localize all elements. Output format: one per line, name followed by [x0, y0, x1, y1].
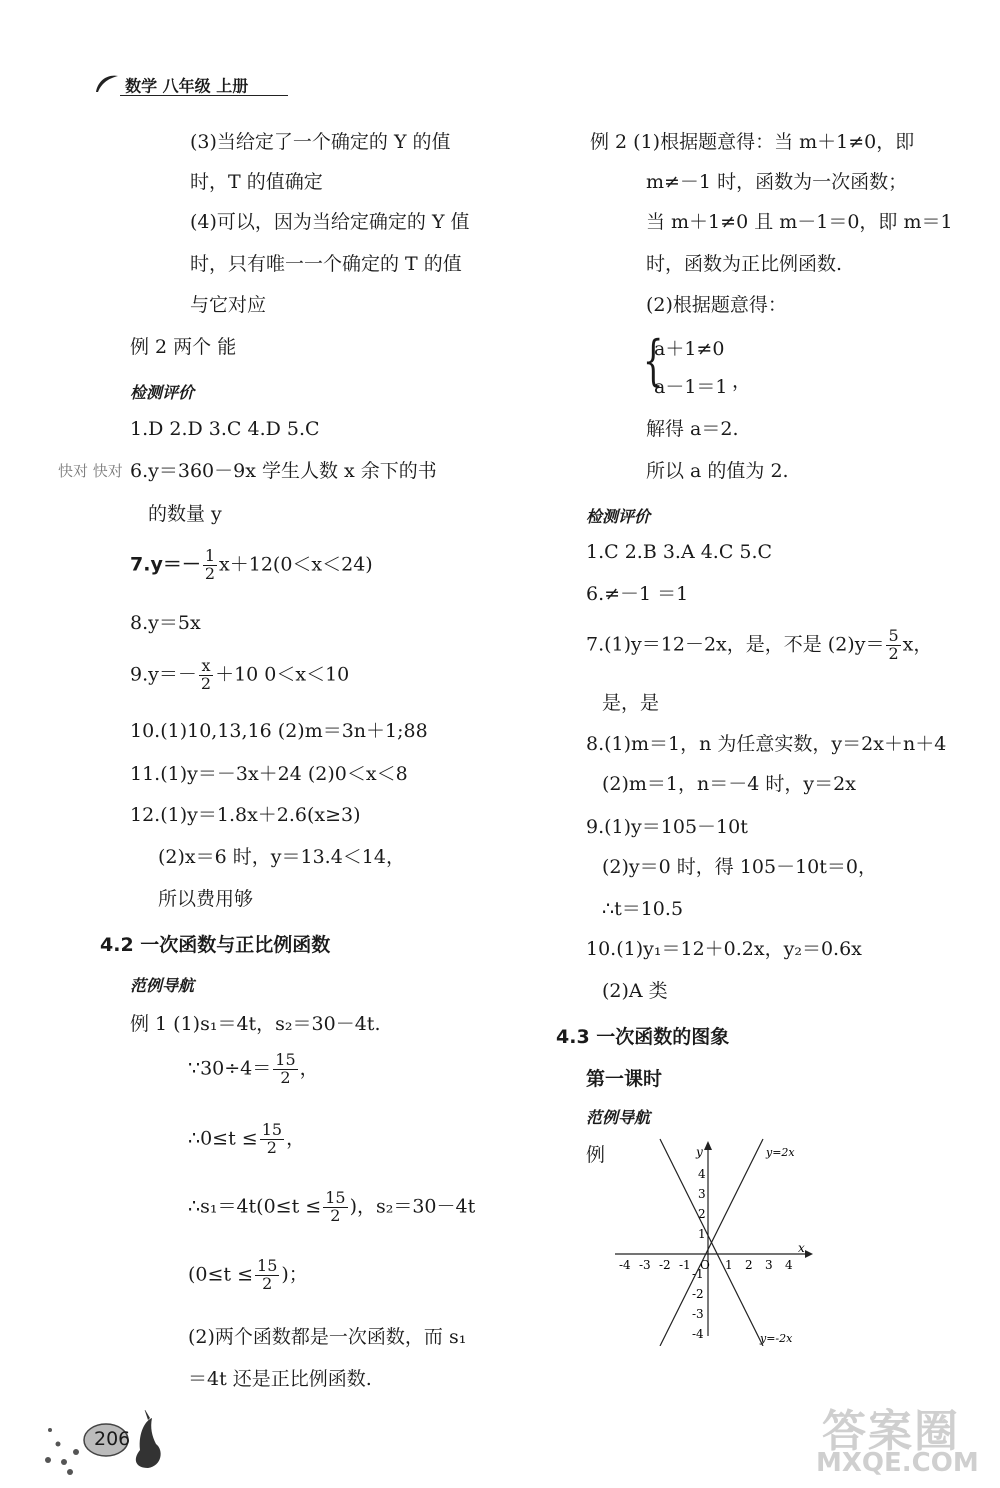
x-axis-arrow-icon [805, 1250, 813, 1258]
line: m≠－1 时，函数为一次函数； [646, 171, 908, 193]
answer-line: 9.y＝－ $\frac{x}{2}$ ＋10 0＜x＜10 [130, 656, 350, 693]
smudge-mark: 快对 快对 [58, 462, 123, 480]
example-line: (2)两个函数都是一次函数，而 s₁ [188, 1326, 467, 1348]
answer-line: 9.(1)y＝105－10t [586, 816, 748, 838]
line: 所以 a 的值为 2. [646, 460, 789, 482]
line: (4)可以，因为当给定确定的 Y 值 [190, 211, 470, 233]
system-eq: a－1＝1 [654, 376, 728, 398]
answer-line: ∴t＝10.5 [602, 898, 684, 920]
y-tick-label: -2 [692, 1287, 704, 1301]
answer-line: 6.≠－1 ＝1 [586, 583, 689, 605]
line: (3)当给定了一个确定的 Y 的值 [190, 131, 451, 153]
answer-line: 所以费用够 [158, 888, 254, 910]
fraction: $\frac{15}{2}$ [261, 1120, 283, 1157]
section-subtitle: 检测评价 [130, 383, 195, 402]
example-line: ∴0≤t ≤ $\frac{15}{2}$ ， [188, 1120, 306, 1157]
answer-line: 1.C 2.B 3.A 4.C 5.C [586, 541, 773, 563]
watermark: 答案圈 [822, 1406, 960, 1457]
line-label-y-neg2x: y=-2x [760, 1332, 793, 1345]
line: 时，T 的值确定 [190, 171, 323, 193]
line: 例 2 (1)根据题意得：当 m＋1≠0，即 [590, 131, 915, 153]
x-tick-label: 2 [745, 1258, 753, 1272]
header-rule [120, 95, 288, 96]
y-tick-label: -3 [692, 1307, 704, 1321]
example-line: 例 1 (1)s₁＝4t，s₂＝30－4t. [130, 1013, 381, 1035]
x-tick-label: 1 [725, 1258, 733, 1272]
x-tick-label: -1 [679, 1258, 691, 1272]
x-tick-label: O [700, 1258, 710, 1272]
answer-line: 12.(1)y＝1.8x＋2.6(x≥3) [130, 804, 361, 826]
x-tick-label: -3 [639, 1258, 651, 1272]
line: 时，函数为正比例函数. [646, 253, 843, 275]
answer-line: 10.(1)10,13,16 (2)m＝3n＋1;88 [130, 720, 428, 742]
y-tick-label: 1 [698, 1227, 706, 1241]
example-line: ＝4t 还是正比例函数. [188, 1368, 372, 1390]
section-title: 4.3 一次函数的图象 [556, 1026, 730, 1048]
answer-line: (2)m＝1，n＝－4 时，y＝2x [602, 773, 856, 795]
answer-line: (2)x＝6 时，y＝13.4＜14， [158, 846, 405, 868]
answer-line: 7.y＝－ $\frac{1}{2}$ x＋12(0＜x＜24) [130, 546, 373, 583]
y-axis-arrow-icon [704, 1141, 712, 1150]
system-brace: { [642, 329, 664, 392]
example-line: (0≤t ≤ $\frac{15}{2}$ )； [188, 1256, 308, 1293]
y-tick-label: -1 [692, 1267, 704, 1281]
answer-line: 10.(1)y₁＝12＋0.2x，y₂＝0.6x [586, 938, 862, 960]
line: 当 m＋1≠0 且 m－1＝0，即 m＝1 [646, 211, 953, 233]
leaf-logo-icon [92, 70, 120, 100]
header-title: 数学 八年级 上册 [125, 76, 249, 96]
x-tick-label: -2 [659, 1258, 671, 1272]
x-tick-label: 4 [785, 1258, 793, 1272]
line-label-y-2x: y=2x [766, 1146, 795, 1159]
answer-line: 11.(1)y＝－3x＋24 (2)0＜x＜8 [130, 763, 408, 785]
example-2-answer: 例 2 两个 能 [130, 336, 237, 358]
example-line: ∵30÷4＝ $\frac{15}{2}$ ， [188, 1050, 319, 1087]
page-number: 206 [94, 1428, 131, 1450]
answer-line: (2)A 类 [602, 980, 668, 1002]
x-tick-labels [619, 1258, 793, 1272]
lesson-title: 第一课时 [586, 1068, 663, 1090]
line: 与它对应 [190, 294, 267, 316]
fraction: $\frac{15}{2}$ [257, 1256, 278, 1293]
section-title: 4.2 一次函数与正比例函数 [100, 934, 331, 956]
system-eq: a＋1≠0 [654, 338, 725, 360]
answer-line: 的数量 y [148, 503, 222, 525]
fraction: $\frac{1}{2}$ [204, 546, 216, 583]
answer-line: 7.(1)y＝12－2x，是，不是 (2)y＝ $\frac{5}{2}$ x， [586, 626, 933, 663]
line: (2)根据题意得： [646, 294, 787, 316]
answer-line: 1.D 2.D 3.C 4.D 5.C [130, 418, 320, 440]
section-subtitle: 范例导航 [130, 976, 195, 995]
y-tick-label: 3 [698, 1187, 706, 1201]
y-tick-label: 2 [698, 1207, 706, 1221]
line: 解得 a＝2. [646, 418, 739, 440]
fraction: $\frac{15}{2}$ [325, 1188, 346, 1225]
answer-line: 8.(1)m＝1，n 为任意实数，y＝2x＋n＋4 [586, 733, 947, 755]
system-comma: ， [732, 370, 752, 392]
answer-line: 是，是 [602, 692, 660, 714]
x-axis-label: x [798, 1241, 805, 1255]
answer-line: 6.y＝360－9x 学生人数 x 余下的书 [130, 460, 437, 482]
watermark-url: MXQE.COM [816, 1448, 979, 1478]
section-subtitle: 检测评价 [586, 507, 651, 526]
answer-line: 8.y＝5x [130, 612, 201, 634]
x-tick-label: -4 [619, 1258, 631, 1272]
y-axis-label: y [696, 1145, 703, 1159]
line: 时，只有唯一一个确定的 T 的值 [190, 253, 462, 275]
example-label: 例 [586, 1144, 606, 1166]
fraction: $\frac{15}{2}$ [275, 1050, 296, 1087]
fraction: $\frac{5}{2}$ [888, 626, 899, 663]
x-tick-label: 3 [765, 1258, 773, 1272]
y-tick-label: 4 [698, 1167, 706, 1181]
answer-line: (2)y＝0 时，得 105－10t＝0， [602, 856, 877, 878]
section-subtitle: 范例导航 [586, 1108, 651, 1127]
fraction: $\frac{x}{2}$ [200, 656, 212, 693]
function-graph [610, 1136, 820, 1346]
example-line: ∴s₁＝4t(0≤t ≤ $\frac{15}{2}$ )，s₂＝30－4t [188, 1188, 476, 1225]
y-tick-label: -4 [692, 1327, 704, 1341]
